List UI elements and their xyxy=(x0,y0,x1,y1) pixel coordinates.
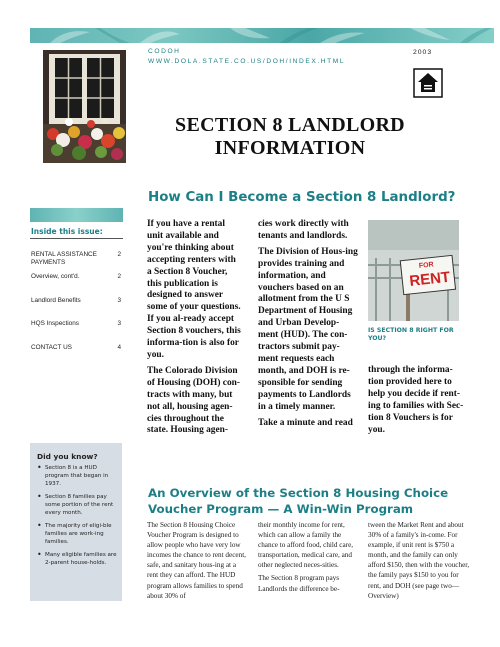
banner-pattern xyxy=(30,28,494,43)
did-you-know-box xyxy=(30,443,122,601)
for-rent-sign-photo xyxy=(368,220,459,321)
list-item: • Many eligible families are 2-parent house-holds. xyxy=(36,551,118,567)
toc-label: Overview, cont'd. xyxy=(31,273,80,280)
front-door-photo xyxy=(43,50,126,163)
section2-column-3 xyxy=(368,520,472,604)
paragraph: Take a minute and read xyxy=(258,417,353,428)
toc-label: RENTAL ASSISTANCE PAYMENTS xyxy=(31,251,97,266)
inside-issue-title: Inside this issue: xyxy=(31,227,103,236)
section1-column-3 xyxy=(368,365,466,440)
section1-column-1 xyxy=(147,219,241,441)
section2-heading-line-1: An Overview of the Section 8 Housing Choice xyxy=(148,486,449,500)
org-name: CODOH xyxy=(148,48,181,55)
toc-divider xyxy=(30,238,123,239)
house-logo-icon xyxy=(412,67,444,99)
paragraph: tween the Market Rent and about 30% of a family's in-come. For example, if unit rent is $750 a month, and the family can only afford $150, then with the voucher, the family pays $150 to you for rent, and DOH (see page two—Overview) xyxy=(368,521,470,600)
paragraph: The Section 8 program pays Landlords the difference be- xyxy=(258,574,340,593)
toc-label: Landlord Benefits xyxy=(31,297,81,304)
toc-label: HQS Inspections xyxy=(31,320,79,327)
paragraph: The Colorado Division of Housing (DOH) con-tracts with many, but not all, housing agen-cies throughout the state. Housing agen- xyxy=(147,365,240,436)
did-you-know-list xyxy=(36,464,118,572)
title-line-1: SECTION 8 LANDLORD xyxy=(175,114,405,136)
issue-year: 2003 xyxy=(413,49,433,56)
title-line-2: INFORMATION xyxy=(214,137,366,159)
paragraph: their monthly income for rent, which can allow a family the chance to afford food, child care, transportation, medical care, and other neglected neces-sities. xyxy=(258,521,354,570)
section1-heading: How Can I Become a Section 8 Landlord? xyxy=(148,190,456,205)
toc-item[interactable] xyxy=(31,251,123,267)
toc-page: 3 xyxy=(117,297,121,304)
toc-item[interactable] xyxy=(31,320,123,327)
section2-heading xyxy=(148,485,448,517)
toc-item[interactable] xyxy=(31,273,123,280)
list-item: • The majority of eligi-ble families are work-ing families. xyxy=(36,522,118,546)
paragraph: The Division of Hous-ing provides training and information, and vouchers based on an allotment from the U S Department of Housing and Urban Develop-ment (HUD). The con-tractors submit pay-ment requests each month, and DOH is re-sponsible for sending payments to Landlords in a timely manner. xyxy=(258,246,358,412)
toc-item[interactable] xyxy=(31,297,123,304)
header-banner xyxy=(30,28,494,43)
sign-text: RENT xyxy=(408,268,451,290)
toc-page: 2 xyxy=(117,273,121,280)
toc-page: 3 xyxy=(117,320,121,327)
inside-issue-bar xyxy=(30,208,123,222)
section2-heading-line-2: Voucher Program — A Win-Win Program xyxy=(148,502,414,516)
list-item: • Section 8 families pay some portion of the rent every month. xyxy=(36,493,118,517)
image-caption: IS SECTION 8 RIGHT FOR YOU? xyxy=(368,327,454,342)
section2-column-1 xyxy=(147,520,247,604)
page-title xyxy=(140,114,440,160)
website-url[interactable]: WWW.DOLA.STATE.CO.US/DOH/INDEX.HTML xyxy=(148,58,346,65)
toc-item[interactable] xyxy=(31,344,123,351)
svg-text:FOR: FOR xyxy=(418,261,435,270)
did-you-know-title: Did you know? xyxy=(37,452,98,461)
toc-page: 2 xyxy=(117,251,121,258)
toc-label: CONTACT US xyxy=(31,344,72,351)
section1-column-2 xyxy=(258,219,358,433)
section2-column-2 xyxy=(258,520,358,597)
list-item: • Section 8 is a HUD program that began in 1937. xyxy=(36,464,118,488)
paragraph: The Section 8 Housing Choice Voucher Program is designed to allow people who have very low incomes the chance to rent decent, safe, and sanitary hous-ing at a rent they can afford. The HUD program allows families to spend about 30% of xyxy=(147,521,246,600)
paragraph: through the informa-tion provided here to help you decide if rent-ing to families with Sec-tion 8 Vouchers is for you. xyxy=(368,365,464,435)
paragraph: If you have a rental unit available and you're thinking about accepting renters with a Section 8 Voucher, this publication is designed to answer some of your questions. If you al-ready accept Section 8 vouchers, this informa-tion is also for you. xyxy=(147,219,241,360)
paragraph: cies work directly with tenants and landlords. xyxy=(258,219,349,241)
toc-page: 4 xyxy=(117,344,121,351)
